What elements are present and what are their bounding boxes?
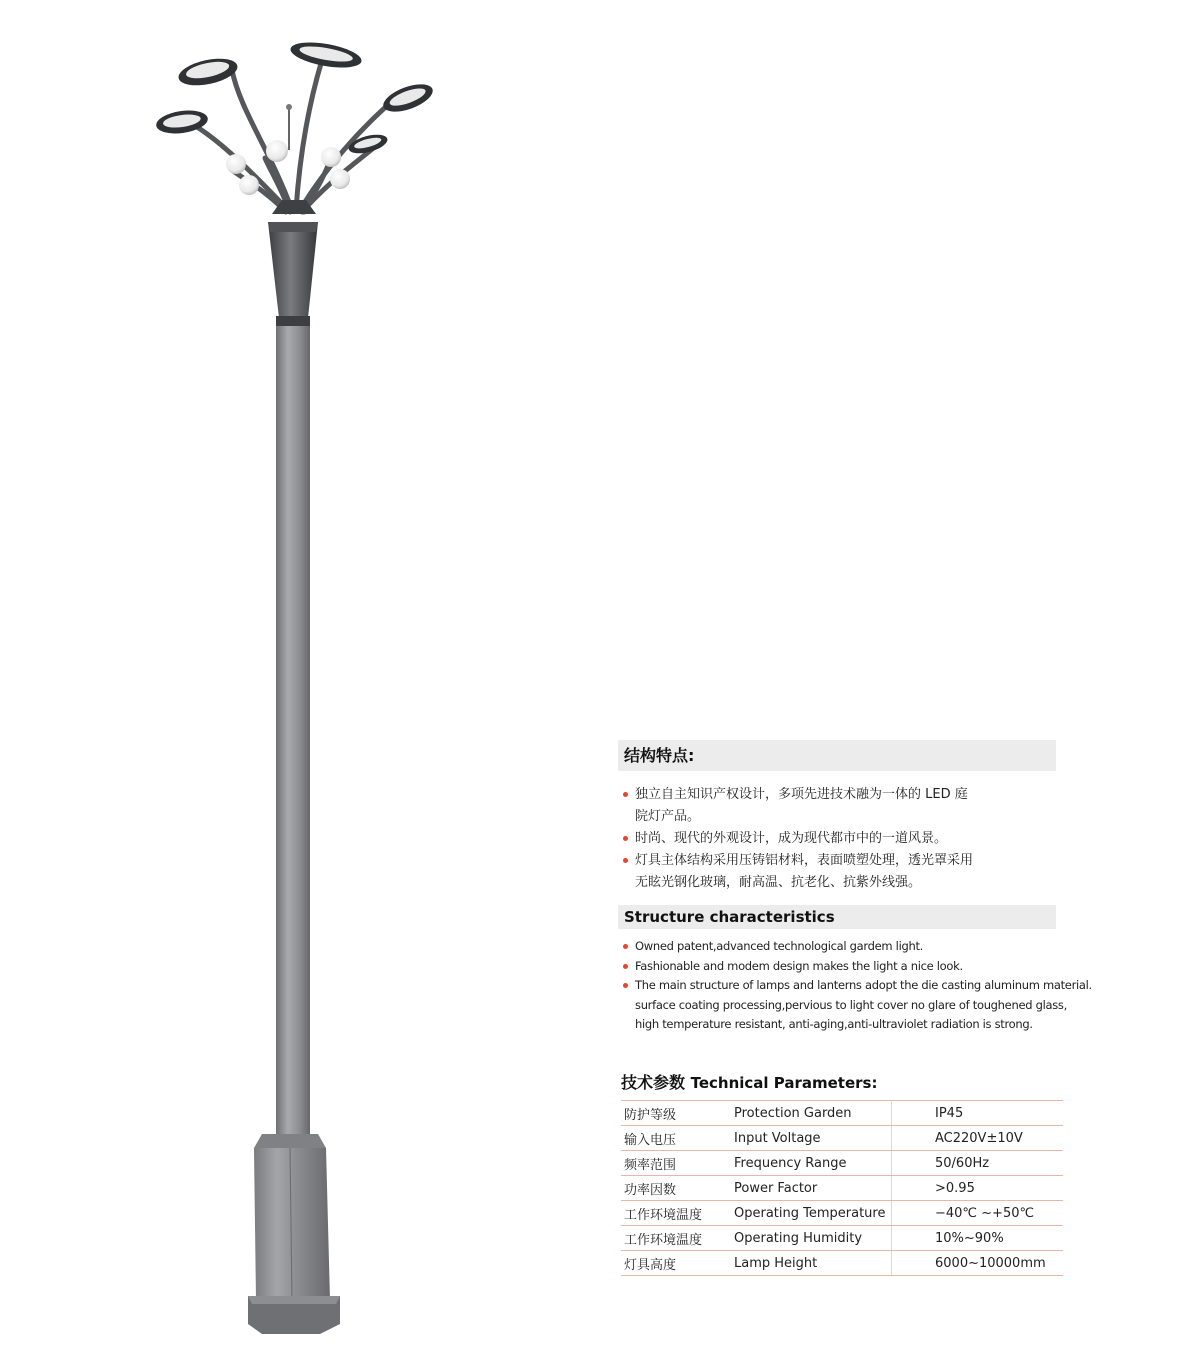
table-row (621, 1151, 1063, 1176)
bullet-dot-icon (623, 944, 628, 949)
table-row (621, 1251, 1063, 1276)
bullet-dot-icon (623, 983, 628, 988)
bullet-dot-icon (623, 792, 628, 797)
param-name-en: Lamp Height (728, 1251, 892, 1276)
param-name-en: Protection Garden (728, 1101, 892, 1126)
param-name-cn: 工作环境温度 (621, 1226, 728, 1251)
param-value: −40℃ ~+50℃ (892, 1201, 1064, 1226)
lamp-cap (268, 222, 318, 318)
param-name-cn: 功率因数 (621, 1176, 728, 1201)
param-value: 10%~90% (892, 1226, 1064, 1251)
param-name-cn: 工作环境温度 (621, 1201, 728, 1226)
param-name-en: Frequency Range (728, 1151, 892, 1176)
bullet-dot-icon (623, 858, 628, 863)
features-list-en (622, 937, 1092, 1035)
param-name-cn: 输入电压 (621, 1126, 728, 1151)
bullet-dot-icon (623, 964, 628, 969)
section-heading-en: Structure characteristics (618, 905, 1056, 929)
lamp-heads (155, 38, 436, 157)
param-name-cn: 防护等级 (621, 1101, 728, 1126)
parameters-title-cn: 技术参数 (621, 1073, 686, 1092)
param-name-en: Operating Temperature (728, 1201, 892, 1226)
param-value: >0.95 (892, 1176, 1064, 1201)
param-name-cn: 频率范围 (621, 1151, 728, 1176)
param-name-en: Power Factor (728, 1176, 892, 1201)
table-row (621, 1176, 1063, 1201)
list-item: Fashionable and modem design makes the light a nice look. (622, 957, 1092, 977)
param-value: IP45 (892, 1101, 1064, 1126)
param-value: 6000~10000mm (892, 1251, 1064, 1276)
list-item: 灯具主体结构采用压铸铝材料，表面喷塑处理，透光罩采用 无眩光钢化玻璃，耐高温、抗老化、抗紫外线强。 (622, 850, 1042, 894)
table-row (621, 1201, 1063, 1226)
bullet-dot-icon (623, 836, 628, 841)
list-item: 时尚、现代的外观设计，成为现代都市中的一道风景。 (622, 828, 1042, 850)
table-row (621, 1126, 1063, 1151)
param-value: 50/60Hz (892, 1151, 1064, 1176)
list-item: Owned patent,advanced technological gardem light. (622, 937, 1092, 957)
list-item: The main structure of lamps and lanterns adopt the die casting aluminum material. surface coating processing,pervious to light cover no glare of toughened glass, high temperature resistant, anti-aging,anti-ultraviolet radiation is strong. (622, 976, 1092, 1035)
parameters-title (621, 1070, 877, 1093)
param-name-en: Operating Humidity (728, 1226, 892, 1251)
param-name-cn: 灯具高度 (621, 1251, 728, 1276)
lamp-pole (276, 326, 310, 1144)
features-list-cn (622, 784, 1042, 894)
parameters-table (621, 1100, 1063, 1276)
list-item: 独立自主知识产权设计，多项先进技术融为一体的 LED 庭 院灯产品。 (622, 784, 1042, 828)
param-name-en: Input Voltage (728, 1126, 892, 1151)
street-lamp-illustration (140, 30, 460, 1340)
section-heading-cn: 结构特点: (618, 740, 1056, 771)
parameters-title-en: Technical Parameters: (690, 1074, 878, 1092)
table-row (621, 1226, 1063, 1251)
param-value: AC220V±10V (892, 1126, 1064, 1151)
table-row (621, 1101, 1063, 1126)
